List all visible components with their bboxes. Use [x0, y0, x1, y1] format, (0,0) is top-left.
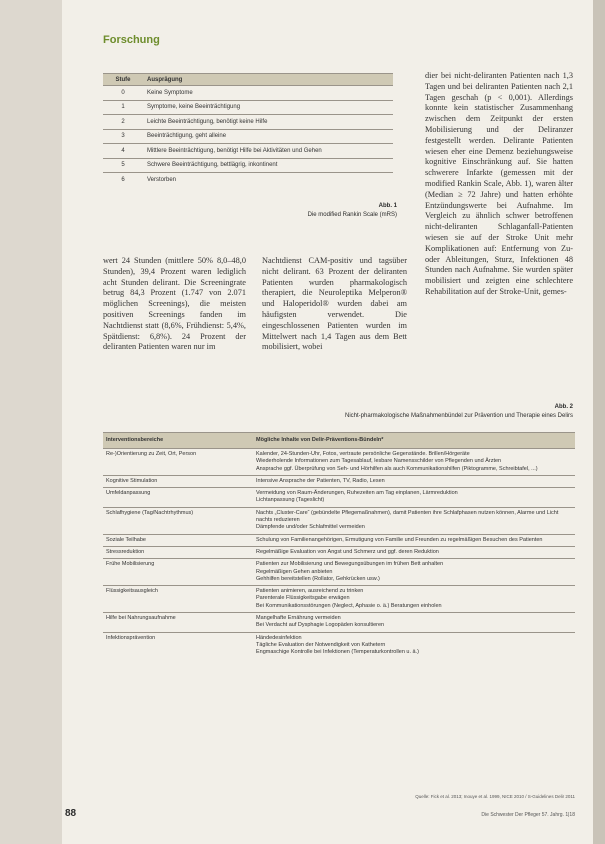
- content-line: Ansprache ggf. Überprüfung von Seh- und Hörhilfen als auch Kommunikationshilfen (Piktogramme, Schreibtafel, ...): [256, 465, 538, 472]
- stufe-cell: 5: [103, 158, 143, 173]
- intervention-contents: [253, 613, 575, 633]
- table-row: [103, 173, 393, 187]
- auspraegung-cell: Leichte Beeinträchtigung, benötigt keine Hilfe: [143, 115, 393, 130]
- journal-footer: Die Schwester Der Pfleger 57. Jahrg. 1|18: [481, 812, 575, 818]
- intervention-contents: [253, 507, 575, 534]
- content-line: Patienten animieren, ausreichend zu trinken: [256, 588, 364, 595]
- intervention-area: Frühe Mobilisierung: [103, 559, 253, 586]
- figure-2-caption: [103, 403, 573, 421]
- content-line: Mangelhafte Ernährung vermeiden: [256, 615, 341, 622]
- stufe-cell: 1: [103, 100, 143, 115]
- header-contents: Mögliche Inhalte von Delir-Präventions-Bündeln*: [253, 433, 575, 449]
- table-source: Quelle: Fick et al. 2013; Inouye et al. 1999, NICE 2010 / S-Guidelines Delir 2011: [415, 794, 575, 799]
- intervention-contents: [253, 546, 575, 558]
- content-line: Dämpfende und/oder Schlafmittel vermeiden: [256, 524, 365, 531]
- table-row: [103, 546, 575, 558]
- stufe-cell: 4: [103, 144, 143, 159]
- table-row: [103, 86, 393, 101]
- table-row: [103, 559, 575, 586]
- table-row: [103, 632, 575, 658]
- table-header-row: [103, 433, 575, 449]
- intervention-contents: [253, 475, 575, 487]
- figure-2-title: Nicht-pharmakologische Maßnahmenbündel zur Prävention und Therapie eines Delirs: [344, 413, 573, 419]
- text-column-right: dier bei nicht-deliranten Patienten nach 1,3 Tagen und bei deliranten Patienten nach 2,1 Tagen geschah (p < 0,001). Allerdings konnte kein statistischer Zusammenhang zwischen dem Zeitpunkt der ersten Mobilisierung und der Deliranzer festgestellt werden. Delirante Patienten wiesen eher eine Demenz beziehungsweise kognitive Einschränkung auf. Sie hatten schwerere Infarkte (gemessen mit der modified Rankin Scale, Abb. 1), waren älter (Median ≥ 72 Jahre) und hatten erhöhte Entzündungswerte bei Aufnahme. Im Vergleich zu ähnlich schwer betroffenen nicht-deliranten Schlaganfall-Patienten wiesen sie auf der Stroke Unit mehr Komplikationen auf: Entfernung von Zu- oder Ableitungen, Sturz, Infektionen 48 Stunden nach Aufnahme. Sie wurden später mobilisiert und zeigten eine schlechtere Rehabilitation auf der Stroke-Unit, gemes-: [425, 71, 573, 296]
- content-line: Regelmäßige Evaluation von Angst und Schmerz und ggf. deren Reduktion: [256, 548, 439, 555]
- intervention-contents: [253, 559, 575, 586]
- content-line: Engmaschige Kontrolle bei Infektionen (Temperaturkontrollen u. ä.): [256, 649, 419, 656]
- intervention-area: Kognitive Stimulation: [103, 475, 253, 487]
- table-row: [103, 129, 393, 144]
- table-row: [103, 449, 575, 476]
- figure-2-label: Abb. 2: [554, 404, 573, 410]
- content-line: Schulung von Familienangehörigen, Ermutigung von Familie und Freunden zu regelmäßigen Besuchen des Patienten: [256, 536, 543, 543]
- table-row: [103, 534, 575, 546]
- table-row: [103, 507, 575, 534]
- table-row: [103, 586, 575, 613]
- stufe-cell: 0: [103, 86, 143, 101]
- header-interventions: Interventionsbereiche: [103, 433, 253, 449]
- intervention-area: Flüssigkeitsausgleich: [103, 586, 253, 613]
- figure-1-title: Die modified Rankin Scale (mRS): [307, 212, 397, 218]
- intervention-area: Re-)Orientierung zu Zeit, Ort, Person: [103, 449, 253, 476]
- figure-1-caption: [103, 202, 397, 220]
- header-stufe: Stufe: [103, 74, 143, 86]
- stufe-cell: 2: [103, 115, 143, 130]
- content-line: Patienten zur Mobilisierung und Bewegungsübungen im frühen Bett anhalten: [256, 561, 444, 568]
- table-row: [103, 100, 393, 115]
- page-number: 88: [65, 808, 77, 819]
- figure-1-label: Abb. 1: [378, 203, 397, 209]
- table-row: [103, 144, 393, 159]
- intervention-area: Soziale Teilhabe: [103, 534, 253, 546]
- auspraegung-cell: Mittlere Beeinträchtigung, benötigt Hilfe bei Aktivitäten und Gehen: [143, 144, 393, 159]
- content-line: Intensive Ansprache der Patienten, TV, Radio, Lesen: [256, 477, 385, 484]
- intervention-area: Infektionsprävention: [103, 632, 253, 658]
- content-line: Lichtanpassung (Tageslicht): [256, 497, 325, 504]
- content-line: Nachts „Cluster-Care“ (gebündelte Pflegemaßnahmen), damit Patienten ihre Schlafphasen nutzen können, Alarme und Licht nachts reduzieren: [256, 509, 559, 524]
- intervention-area: Stressreduktion: [103, 546, 253, 558]
- rankin-scale-table: [103, 73, 393, 187]
- content-line: Tägliche Evaluation der Notwendigkeit von Kathetern: [256, 641, 386, 648]
- auspraegung-cell: Schwere Beeinträchtigung, bettlägrig, inkontinent: [143, 158, 393, 173]
- section-title: Forschung: [103, 34, 160, 46]
- table-row: [103, 475, 575, 487]
- content-line: Bei Kommunikationsstörungen (Neglect, Aphasie o. ä.) Beratungen einholen: [256, 602, 442, 609]
- table-row: [103, 613, 575, 633]
- content-line: Parenterale Flüssigkeitsgabe erwägen: [256, 595, 350, 602]
- intervention-contents: [253, 586, 575, 613]
- page-edge: [593, 0, 605, 844]
- content-line: Vermeidung von Raum-Änderungen, Ruhezeiten am Tag einplanen, Lärmreduktion: [256, 490, 458, 497]
- stufe-cell: 6: [103, 173, 143, 187]
- content-line: Kalender, 24-Stunden-Uhr, Fotos, vertraute persönliche Gegenstände. Brillen/Hörgeräte: [256, 451, 470, 457]
- table-row: [103, 488, 575, 508]
- table-header-row: [103, 74, 393, 86]
- intervention-contents: [253, 449, 575, 476]
- content-line: Regelmäßigen Gehen anbieten: [256, 568, 333, 575]
- auspraegung-cell: Symptome, keine Beeinträchtigung: [143, 100, 393, 115]
- stufe-cell: 3: [103, 129, 143, 144]
- auspraegung-cell: Keine Symptome: [143, 86, 393, 101]
- text-column-middle: Nachtdienst CAM-positiv und tagsüber nicht delirant. 63 Prozent der deliranten Patienten wurden pharmakologisch therapiert, die Neuroleptika Melperon® und Haloperidol® wurden dabei am häufigsten verwendet. Die eingeschlossenen Patienten wurden im Mittelwert nach 1,4 Tagen aus dem Bett mobilisiert, wobei: [262, 256, 407, 352]
- intervention-contents: [253, 534, 575, 546]
- intervention-area: Hilfe bei Nahrungsaufnahme: [103, 613, 253, 633]
- table-row: [103, 115, 393, 130]
- intervention-area: Umfeldanpassung: [103, 488, 253, 508]
- intervention-area: Schlafhygiene (Tag/Nachtrhythmus): [103, 507, 253, 534]
- content-line: Bei Verdacht auf Dysphagie Logopäden konsultieren: [256, 622, 385, 629]
- intervention-contents: [253, 488, 575, 508]
- content-line: Wiederholende Informationen zum Tagesablauf, lesbare Namensschilder von Pflegenden und Ärzten: [256, 458, 502, 465]
- intervention-contents: [253, 632, 575, 658]
- content-line: Gehhilfen bereitstellen (Rollator, Gehkrücken usw.): [256, 575, 380, 582]
- header-auspraegung: Ausprägung: [143, 74, 393, 86]
- content-line: Händedesinfektion: [256, 634, 302, 641]
- text-column-left: wert 24 Stunden (mittlere 50% 8,0–48,0 Stunden), 39,4 Prozent waren lediglich acht Stunden delirant. Die Screeningrate betrug 84,3 Prozent (1.747 von 2.071 möglichen Screenings), die meisten positiven Screenings fanden im Nachtdienst statt (8,6%, Frühdienst: 5,4%, Spätdienst: 6,8%). 24 Prozent der deliranten Patienten waren nur im: [103, 256, 246, 352]
- delirium-prevention-table: [103, 432, 575, 659]
- auspraegung-cell: Verstorben: [143, 173, 393, 187]
- auspraegung-cell: Beeinträchtigung, geht alleine: [143, 129, 393, 144]
- table-row: [103, 158, 393, 173]
